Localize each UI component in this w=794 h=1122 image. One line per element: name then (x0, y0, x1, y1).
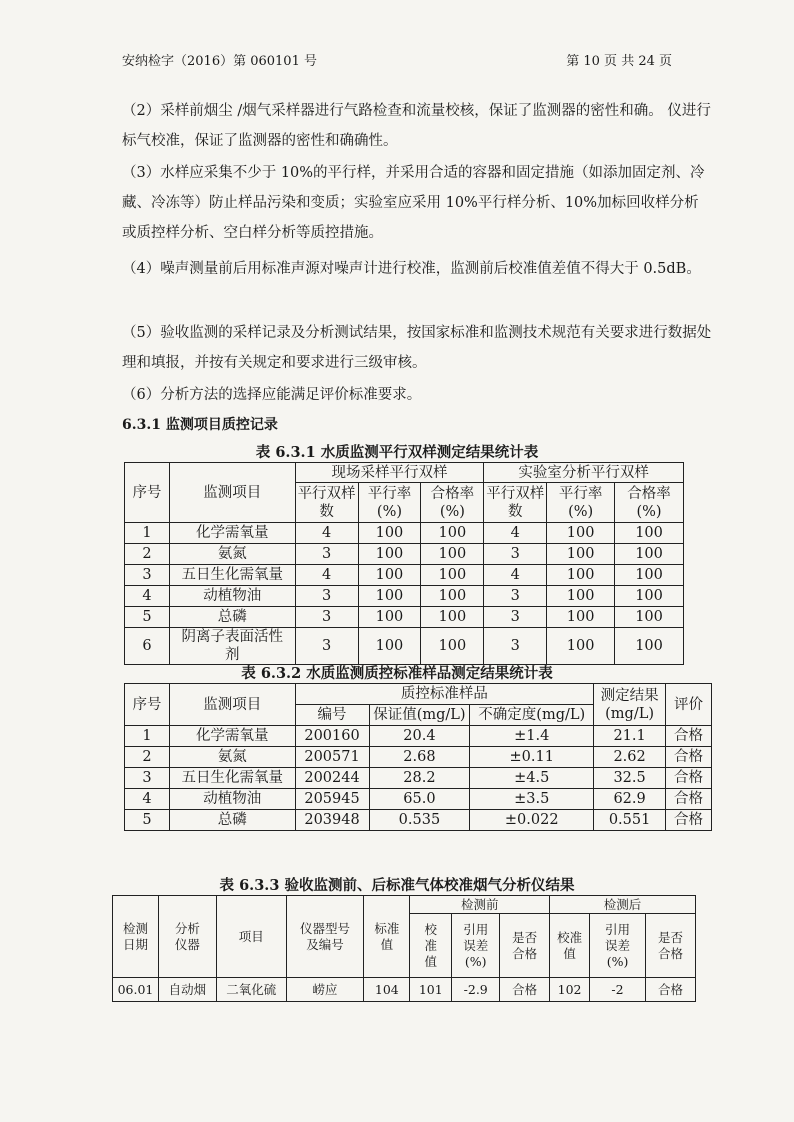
cell-code: 200244 (295, 768, 369, 789)
table-row (125, 789, 712, 810)
cell-uncertainty: ±0.022 (470, 810, 594, 831)
cell-model: 崂应 (286, 978, 364, 1002)
cell-evaluation: 合格 (666, 768, 712, 789)
table-row (125, 628, 684, 665)
cell-before-calibration: 101 (410, 978, 452, 1002)
cell-lab-pass: 100 (615, 523, 684, 544)
header-date: 检测日期 (113, 896, 159, 978)
cell-lab-pass: 100 (615, 544, 684, 565)
table-row (125, 747, 712, 768)
cell-guarantee: 28.2 (369, 768, 470, 789)
cell-lab-count: 3 (484, 586, 547, 607)
header-field-parallel: 现场采样平行双样 (295, 463, 484, 483)
header-pass: 合格率(%) (615, 483, 684, 523)
header-uncertainty: 不确定度(mg/L) (470, 705, 594, 726)
cell-uncertainty: ±4.5 (470, 768, 594, 789)
cell-lab-count: 4 (484, 565, 547, 586)
cell-field-pass: 100 (421, 586, 484, 607)
table-row (125, 523, 684, 544)
cell-item: 化学需氧量 (169, 726, 295, 747)
cell-result: 21.1 (594, 726, 666, 747)
header-item: 项目 (216, 896, 286, 978)
header-count: 平行双样数 (484, 483, 547, 523)
cell-after-calibration: 102 (550, 978, 590, 1002)
cell-lab-pass: 100 (615, 586, 684, 607)
header-no: 序号 (125, 684, 170, 726)
cell-code: 200160 (295, 726, 369, 747)
cell-field-pass: 100 (421, 607, 484, 628)
cell-evaluation: 合格 (666, 726, 712, 747)
cell-code: 200571 (295, 747, 369, 768)
header-error: 引用误差(%) (452, 914, 500, 978)
cell-before-qualified: 合格 (500, 978, 550, 1002)
cell-lab-rate: 100 (547, 544, 615, 565)
cell-item: 五日生化需氧量 (169, 768, 295, 789)
cell-item: 五日生化需氧量 (169, 565, 295, 586)
header-model: 仪器型号及编号 (286, 896, 364, 978)
header-item: 监测项目 (169, 463, 295, 523)
cell-uncertainty: ±0.11 (470, 747, 594, 768)
cell-no: 3 (125, 565, 170, 586)
cell-no: 4 (125, 586, 170, 607)
cell-field-rate: 100 (358, 586, 421, 607)
cell-no: 2 (125, 747, 170, 768)
header-qualified: 是否合格 (500, 914, 550, 978)
header-count: 平行双样数 (295, 483, 358, 523)
cell-item: 动植物油 (169, 789, 295, 810)
cell-item: 总磷 (169, 810, 295, 831)
cell-guarantee: 20.4 (369, 726, 470, 747)
cell-item: 氨氮 (169, 544, 295, 565)
cell-no: 6 (125, 628, 170, 665)
cell-lab-rate: 100 (547, 607, 615, 628)
header-evaluation: 评价 (666, 684, 712, 726)
cell-lab-rate: 100 (547, 523, 615, 544)
qc-standard-table (124, 683, 712, 831)
paragraph-3: （3）水样应采集不少于 10%的平行样，并采用合适的容器和固定措施（如添加固定剂、冷藏、冷冻等）防止样品污染和变质；实验室应采用 10%平行样分析、10%加标回收样分析或质控样分析、空白样分析等质控措施。 (122, 165, 705, 241)
cell-no: 5 (125, 607, 170, 628)
header-calibration: 校准值 (410, 914, 452, 978)
cell-field-count: 3 (295, 628, 358, 665)
header-qc-standard: 质控标准样品 (295, 684, 594, 705)
table-row (125, 586, 684, 607)
cell-no: 4 (125, 789, 170, 810)
cell-field-rate: 100 (358, 607, 421, 628)
table-row (125, 565, 684, 586)
cell-field-rate: 100 (358, 565, 421, 586)
header-rate: 平行率(%) (547, 483, 615, 523)
table3-caption: 表 6.3.3 验收监测前、后标准气体校准烟气分析仪结果 (219, 877, 575, 894)
header-standard-value: 标准值 (364, 896, 410, 978)
table1-caption: 表 6.3.1 水质监测平行双样测定结果统计表 (255, 444, 539, 461)
cell-no: 1 (125, 523, 170, 544)
cell-result: 0.551 (594, 810, 666, 831)
cell-item: 二氧化硫 (216, 978, 286, 1002)
cell-lab-pass: 100 (615, 628, 684, 665)
header-no: 序号 (125, 463, 170, 523)
header-guarantee: 保证值(mg/L) (369, 705, 470, 726)
table-row (125, 810, 712, 831)
table-row (125, 726, 712, 747)
table-row (125, 768, 712, 789)
header-pass: 合格率(%) (421, 483, 484, 523)
cell-guarantee: 2.68 (369, 747, 470, 768)
cell-field-count: 3 (295, 586, 358, 607)
header-instrument: 分析仪器 (158, 896, 216, 978)
cell-no: 5 (125, 810, 170, 831)
cell-before-error: -2.9 (452, 978, 500, 1002)
cell-evaluation: 合格 (666, 810, 712, 831)
header-after: 检测后 (550, 896, 696, 914)
cell-standard-value: 104 (364, 978, 410, 1002)
cell-result: 2.62 (594, 747, 666, 768)
cell-after-qualified: 合格 (646, 978, 696, 1002)
header-code: 编号 (295, 705, 369, 726)
cell-lab-count: 4 (484, 523, 547, 544)
parallel-sample-table (124, 462, 684, 665)
cell-evaluation: 合格 (666, 789, 712, 810)
cell-field-rate: 100 (358, 628, 421, 665)
cell-result: 62.9 (594, 789, 666, 810)
cell-lab-rate: 100 (547, 628, 615, 665)
header-calibration: 校准值 (550, 914, 590, 978)
cell-field-pass: 100 (421, 523, 484, 544)
doc-number: 安纳检字（2016）第 060101 号 (122, 54, 317, 69)
cell-field-pass: 100 (421, 628, 484, 665)
cell-code: 203948 (295, 810, 369, 831)
header-error: 引用误差(%) (590, 914, 646, 978)
cell-lab-rate: 100 (547, 565, 615, 586)
section-title: 6.3.1 监测项目质控记录 (122, 417, 278, 433)
cell-result: 32.5 (594, 768, 666, 789)
page-number: 第 10 页 共 24 页 (566, 54, 672, 69)
cell-item: 氨氮 (169, 747, 295, 768)
cell-no: 2 (125, 544, 170, 565)
gas-calibration-table (112, 895, 696, 1002)
header-qualified: 是否合格 (646, 914, 696, 978)
header-before: 检测前 (410, 896, 550, 914)
cell-after-error: -2 (590, 978, 646, 1002)
cell-item: 阴离子表面活性剂 (169, 628, 295, 665)
cell-field-count: 4 (295, 565, 358, 586)
header-rate: 平行率(%) (358, 483, 421, 523)
paragraph-2: （2）采样前烟尘 /烟气采样器进行气路检查和流量校核，保证了监测器的密性和确。 仪进行标气校准，保证了监测器的密性和确确性。 (122, 103, 711, 149)
header-result: 测定结果(mg/L) (594, 684, 666, 726)
cell-lab-pass: 100 (615, 565, 684, 586)
cell-item: 总磷 (169, 607, 295, 628)
cell-no: 1 (125, 726, 170, 747)
paragraph-6: （6）分析方法的选择应能满足评价标准要求。 (122, 387, 422, 403)
cell-uncertainty: ±1.4 (470, 726, 594, 747)
cell-lab-count: 3 (484, 544, 547, 565)
cell-field-count: 3 (295, 544, 358, 565)
cell-field-rate: 100 (358, 544, 421, 565)
cell-no: 3 (125, 768, 170, 789)
cell-guarantee: 0.535 (369, 810, 470, 831)
cell-lab-pass: 100 (615, 607, 684, 628)
cell-evaluation: 合格 (666, 747, 712, 768)
cell-field-pass: 100 (421, 544, 484, 565)
table-row (125, 544, 684, 565)
table-row (113, 978, 696, 1002)
cell-lab-rate: 100 (547, 586, 615, 607)
cell-lab-count: 3 (484, 607, 547, 628)
cell-field-count: 4 (295, 523, 358, 544)
cell-field-count: 3 (295, 607, 358, 628)
cell-lab-count: 3 (484, 628, 547, 665)
cell-field-rate: 100 (358, 523, 421, 544)
cell-field-pass: 100 (421, 565, 484, 586)
table2-caption: 表 6.3.2 水质监测质控标准样品测定结果统计表 (241, 665, 553, 682)
cell-instrument: 自动烟 (158, 978, 216, 1002)
table-row (125, 607, 684, 628)
cell-code: 205945 (295, 789, 369, 810)
paragraph-4: （4）噪声测量前后用标准声源对噪声计进行校准，监测前后校准值差值不得大于 0.5dB。 (122, 261, 701, 277)
header-lab-parallel: 实验室分析平行双样 (484, 463, 684, 483)
cell-uncertainty: ±3.5 (470, 789, 594, 810)
paragraph-5: （5）验收监测的采样记录及分析测试结果，按国家标准和监测技术规范有关要求进行数据处理和填报，并按有关规定和要求进行三级审核。 (122, 325, 712, 371)
cell-date: 06.01 (113, 978, 159, 1002)
header-item: 监测项目 (169, 684, 295, 726)
cell-item: 化学需氧量 (169, 523, 295, 544)
cell-guarantee: 65.0 (369, 789, 470, 810)
cell-item: 动植物油 (169, 586, 295, 607)
